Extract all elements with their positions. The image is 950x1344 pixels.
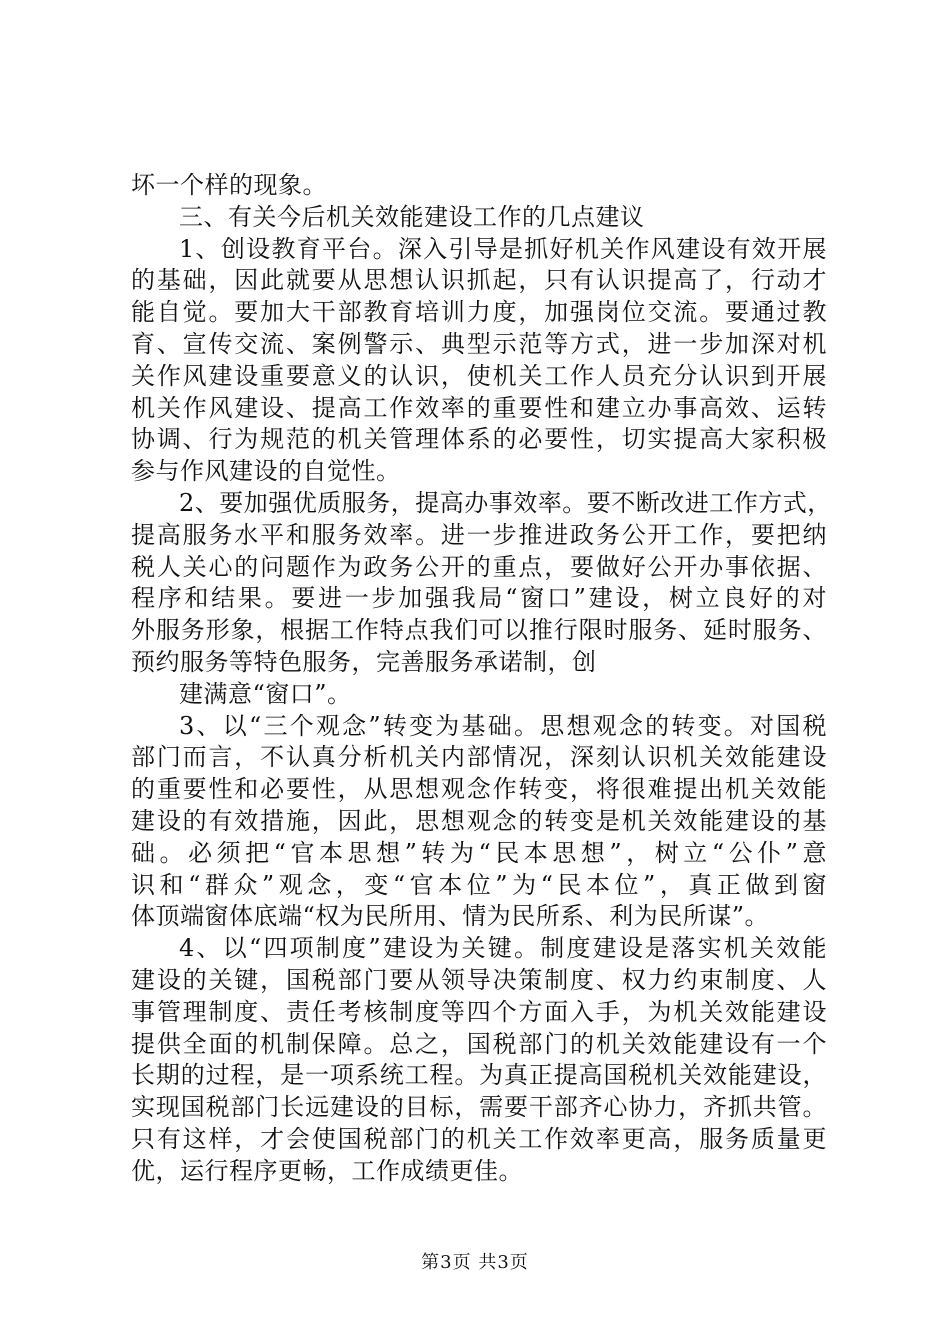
text-line: 识和“群众”观念，变“官本位”为“民本位”，真正做到窗	[131, 870, 827, 899]
section-heading: 三、有关今后机关效能建设工作的几点建议	[179, 202, 645, 231]
text-line: 参与作风建设的自觉性。	[131, 457, 401, 486]
text-line: 部门而言，不认真分析机关内部情况，深刻认识机关效能建设	[131, 743, 827, 772]
text-line: 程序和结果。要进一步加强我局“窗口”建设，树立良好的对	[131, 584, 827, 613]
text-line: 的基础，因此就要从思想认识抓起，只有认识提高了，行动才	[131, 266, 827, 295]
text-line: 4、以“四项制度”建设为关键。制度建设是落实机关效能	[179, 934, 827, 963]
document-body	[131, 170, 832, 1188]
text-line: 的重要性和必要性，从思想观念作转变，将很难提出机关效能	[131, 775, 827, 804]
text-line: 事管理制度、责任考核制度等四个方面入手，为机关效能建设	[131, 997, 827, 1026]
text-line: 协调、行为规范的机关管理体系的必要性，切实提高大家积极	[131, 425, 827, 454]
text-line: 关作风建设重要意义的认识，使机关工作人员充分认识到开展	[131, 361, 827, 390]
text-line: 预约服务等特色服务，完善服务承诺制，创	[131, 647, 597, 676]
page-number-footer: 第3页 共3页	[421, 1252, 529, 1273]
text-line: 育、宣传交流、案例警示、典型示范等方式，进一步加深对机	[131, 329, 827, 358]
text-line: 建满意“窗口”。	[179, 679, 352, 708]
text-line: 3、以“三个观念”转变为基础。思想观念的转变。对国税	[179, 711, 827, 740]
text-line: 税人关心的问题作为政务公开的重点，要做好公开办事依据、	[131, 552, 827, 581]
text-line: 坏一个样的现象。	[131, 171, 327, 199]
text-line: 外服务形象，根据工作特点我们可以推行限时服务、延时服务、	[131, 616, 827, 645]
text-line: 提高服务水平和服务效率。进一步推进政务公开工作，要把纳	[131, 520, 827, 549]
text-line: 提供全面的机制保障。总之，国税部门的机关效能建设有一个	[131, 1029, 827, 1058]
text-line: 2、要加强优质服务，提高办事效率。要不断改进工作方式，	[179, 488, 832, 517]
text-line: 建设的有效措施，因此，思想观念的转变是机关效能建设的基	[131, 806, 827, 835]
text-line: 只有这样，才会使国税部门的机关工作效率更高，服务质量更	[131, 1124, 827, 1153]
text-line: 长期的过程，是一项系统工程。为真正提高国税机关效能建设，	[131, 1061, 827, 1090]
text-line: 机关作风建设、提高工作效率的重要性和建立办事高效、运转	[131, 393, 827, 422]
text-line: 建设的关键，国税部门要从领导决策制度、权力约束制度、人	[131, 965, 827, 994]
text-line: 1、创设教育平台。深入引导是抓好机关作风建设有效开展	[179, 234, 827, 263]
text-line: 能自觉。要加大干部教育培训力度，加强岗位交流。要通过教	[131, 298, 827, 327]
text-line: 体顶端窗体底端“权为民所用、情为民所系、利为民所谋”。	[131, 902, 770, 931]
text-line: 优，运行程序更畅，工作成绩更佳。	[131, 1156, 523, 1185]
text-line: 础。必须把“官本思想”转为“民本思想”，树立“公仆”意	[131, 838, 827, 867]
text-line: 实现国税部门长远建设的目标，需要干部齐心协力，齐抓共管。	[131, 1093, 827, 1122]
